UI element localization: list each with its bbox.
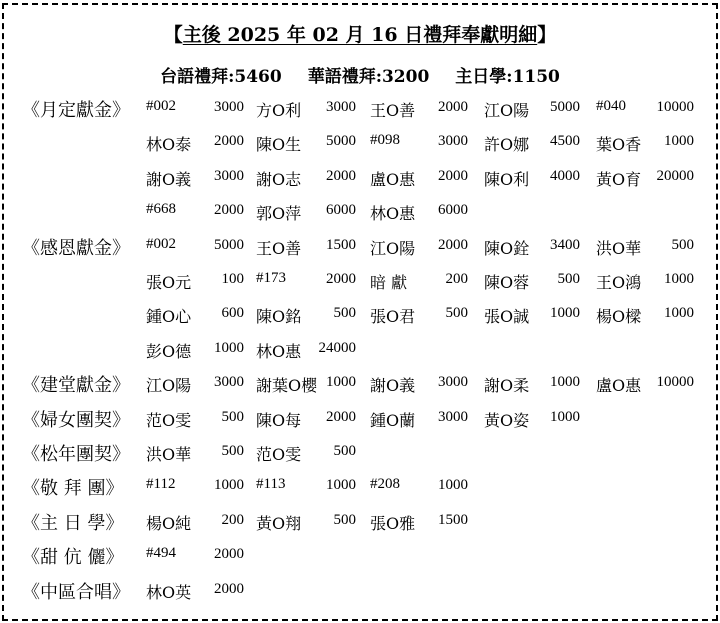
donor-name: 江O陽 (484, 101, 530, 120)
category-label: 《松年團契》 (22, 444, 130, 465)
donation-amount: 1000 (550, 305, 580, 322)
donor-name: 黃O育 (596, 169, 642, 189)
donor-name: 王O鴻 (596, 273, 642, 292)
donation-amount: 1000 (664, 305, 694, 322)
donation-amount: 500 (333, 305, 356, 322)
donor-name: 范O雯 (146, 410, 192, 430)
donation-amount: 3000 (438, 374, 468, 391)
donation-amount: 20000 (656, 167, 694, 184)
offering-row (0, 165, 720, 199)
category-label: 《婦女團契》 (22, 409, 130, 431)
offering-row (0, 474, 720, 508)
donor-name: 葉O香 (596, 135, 642, 155)
donation-amount: 6000 (326, 202, 356, 219)
category-label: 《月定獻金》 (22, 100, 130, 121)
donation-amount: 3000 (214, 374, 244, 391)
category-label: 《甜 伉 儷》 (22, 547, 124, 569)
donation-amount: 200 (445, 271, 468, 287)
donor-name: 林O英 (146, 582, 192, 602)
donor-name: #494 (146, 545, 176, 562)
donor-name: 王O善 (370, 101, 416, 120)
donor-name: 彭O德 (146, 341, 192, 361)
donor-name: 林O惠 (370, 204, 416, 224)
donation-amount: 500 (333, 511, 356, 528)
donor-name: 江O陽 (370, 238, 416, 258)
donation-amount: 10000 (656, 99, 694, 115)
summary-taiwanese-service: 台語禮拜:5460 (160, 67, 282, 87)
donation-amount: 2000 (214, 546, 244, 563)
donor-name: #002 (146, 98, 176, 114)
donation-amount: 2000 (214, 202, 244, 219)
donor-name: 范O雯 (256, 445, 302, 464)
donation-amount: 4000 (550, 167, 580, 184)
donor-name: 陳O蓉 (484, 273, 530, 292)
donation-amount: 2000 (326, 167, 356, 184)
donor-name: #668 (146, 201, 176, 218)
donation-amount: 1000 (550, 408, 580, 425)
offering-summary (0, 62, 720, 87)
offering-row (0, 234, 720, 268)
donor-name: 張O君 (370, 307, 416, 327)
donation-amount: 500 (221, 408, 244, 425)
donor-name: 張O元 (146, 273, 192, 292)
offering-row (0, 302, 720, 336)
donor-name: 謝O柔 (484, 376, 530, 396)
donor-name: 謝O志 (256, 169, 302, 189)
donor-name: 謝O義 (146, 169, 192, 189)
donation-amount: 200 (221, 511, 244, 528)
donor-name: 鍾O蘭 (370, 410, 416, 430)
donation-amount: 1000 (326, 374, 356, 391)
donor-name: 陳O銘 (256, 307, 302, 327)
donation-amount: 2000 (214, 580, 244, 597)
donor-name: 許O娜 (484, 135, 530, 155)
donor-name: 黃O姿 (484, 410, 530, 430)
donation-amount: 500 (221, 443, 244, 459)
donor-name: 張O誠 (484, 307, 530, 327)
donation-amount: 1000 (664, 271, 694, 287)
donor-name: 方O利 (256, 101, 302, 120)
donation-amount: 500 (671, 236, 694, 253)
donation-amount: 2000 (214, 133, 244, 150)
donation-amount: 2000 (438, 99, 468, 115)
donation-amount: 6000 (438, 202, 468, 219)
donation-amount: 1000 (326, 477, 356, 494)
offering-row (0, 199, 720, 233)
donor-name: #208 (370, 476, 400, 493)
offering-row (0, 96, 720, 130)
donation-amount: 100 (221, 271, 244, 287)
donor-name: 林O惠 (256, 341, 302, 361)
offering-row (0, 268, 720, 302)
category-label: 《建堂獻金》 (22, 375, 130, 397)
donation-amount: 3000 (326, 99, 356, 115)
donation-amount: 1500 (438, 511, 468, 528)
donor-name: #113 (256, 476, 286, 493)
donor-name: #002 (146, 235, 176, 252)
donation-amount: 1000 (550, 374, 580, 391)
donor-name: 陳O銓 (484, 238, 530, 258)
donor-name: #098 (370, 132, 400, 149)
donation-amount: 4500 (550, 133, 580, 150)
title-bracket-close: 】 (537, 24, 557, 46)
summary-mandarin-service: 華語禮拜:3200 (307, 67, 430, 87)
donation-amount: 10000 (656, 374, 694, 391)
page-title (0, 20, 720, 47)
donation-amount: 24000 (318, 339, 356, 356)
donor-name: 江O陽 (146, 376, 192, 396)
donor-name: 盧O惠 (596, 376, 642, 396)
donation-amount: 5000 (214, 236, 244, 253)
donor-name: 楊O純 (146, 513, 192, 533)
category-label: 《主 日 學》 (22, 512, 124, 534)
donor-name: 洪O華 (146, 445, 192, 464)
summary-sunday-school: 主日學:1150 (455, 67, 560, 87)
donation-amount: 500 (333, 443, 356, 459)
offering-row (0, 406, 720, 440)
offering-row (0, 337, 720, 371)
title-bracket-open: 【 (163, 24, 183, 46)
title-text: 主後 2025 年 02 月 16 日禮拜奉獻明細 (182, 24, 538, 46)
category-label: 《感恩獻金》 (22, 237, 130, 259)
donation-amount: 1000 (214, 339, 244, 356)
donation-amount: 1000 (664, 133, 694, 150)
donor-name: 陳O生 (256, 135, 302, 155)
category-label: 《中區合唱》 (22, 581, 130, 603)
offering-row (0, 130, 720, 164)
donation-amount: 2000 (438, 236, 468, 253)
category-label: 《敬 拜 團》 (22, 478, 124, 500)
donor-name: #112 (146, 476, 176, 493)
donation-amount: 3000 (438, 408, 468, 425)
donation-amount: 3000 (438, 133, 468, 150)
donation-amount: 2000 (326, 271, 356, 287)
offering-row (0, 371, 720, 405)
donor-name: #040 (596, 98, 626, 114)
offering-row (0, 509, 720, 543)
donation-amount: 500 (557, 271, 580, 287)
donation-amount: 5000 (326, 133, 356, 150)
donation-amount: 1000 (214, 477, 244, 494)
donation-amount: 5000 (550, 99, 580, 115)
donation-amount: 1500 (326, 236, 356, 253)
donor-name: 楊O樑 (596, 307, 642, 327)
offering-row (0, 440, 720, 474)
donation-amount: 500 (445, 305, 468, 322)
donation-amount: 600 (221, 305, 244, 322)
donor-name: 郭O萍 (256, 204, 302, 224)
donor-name: 謝葉O櫻 (256, 376, 318, 396)
donor-name: 林O泰 (146, 135, 192, 155)
donor-name: 暗 獻 (370, 273, 408, 292)
donation-amount: 1000 (438, 477, 468, 494)
donor-name: 鍾O心 (146, 307, 192, 327)
donation-amount: 3000 (214, 167, 244, 184)
donor-name: 洪O華 (596, 238, 642, 258)
donation-amount: 3400 (550, 236, 580, 253)
donor-name: 黃O翔 (256, 513, 302, 533)
donation-amount: 2000 (326, 408, 356, 425)
donor-name: 陳O利 (484, 169, 530, 189)
donation-amount: 2000 (438, 167, 468, 184)
donor-name: 謝O義 (370, 376, 416, 396)
offering-row (0, 578, 720, 612)
donor-name: 盧O惠 (370, 169, 416, 189)
donor-name: 張O雅 (370, 513, 416, 533)
offering-row (0, 543, 720, 577)
donor-name: 王O善 (256, 238, 302, 258)
donation-amount: 3000 (214, 99, 244, 115)
donor-name: 陳O每 (256, 410, 302, 430)
donor-name: #173 (256, 270, 286, 286)
